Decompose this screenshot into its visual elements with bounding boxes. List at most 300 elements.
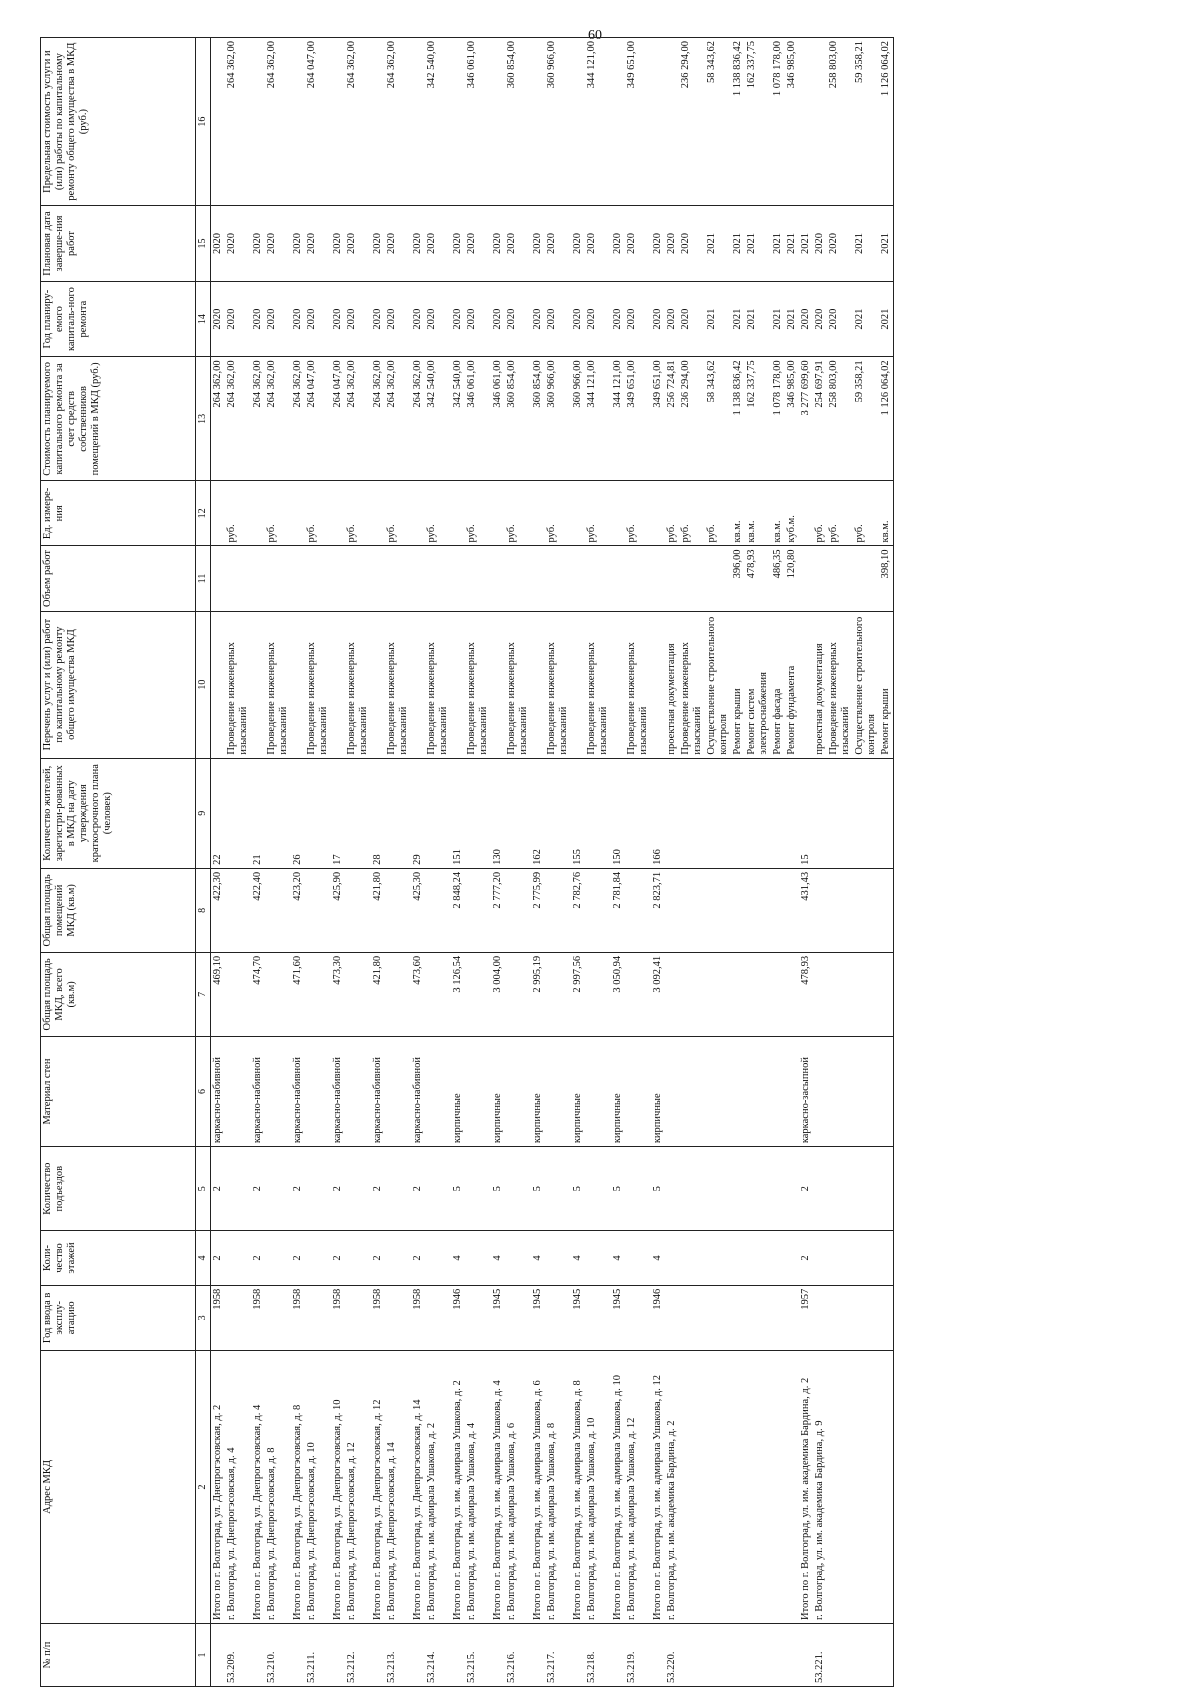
table-cell: 22 [211, 758, 226, 868]
table-cell: 2020 [251, 206, 265, 282]
table-cell [371, 1623, 385, 1686]
table-cell: 53.210. [265, 1623, 291, 1686]
table-cell [425, 546, 451, 611]
table-cell: 2 [371, 1147, 385, 1231]
table-cell [425, 1231, 451, 1286]
table-cell [451, 611, 465, 758]
table-cell: 2020 [665, 206, 679, 282]
table-cell: руб. [665, 481, 679, 546]
table-row [491, 38, 505, 1687]
table-cell: 2020 [611, 281, 625, 357]
table-cell [813, 38, 827, 206]
table-cell [505, 546, 531, 611]
table-cell: 1945 [611, 1285, 625, 1350]
table-row [745, 38, 771, 1687]
table-cell: 2020 [531, 206, 545, 282]
table-cell [425, 758, 451, 868]
table-cell: 2021 [799, 206, 813, 282]
table-cell [705, 1350, 731, 1623]
table-cell: 120,80 [785, 546, 799, 611]
table-cell [251, 38, 265, 206]
table-row [571, 38, 585, 1687]
table-cell: 469,10 [211, 952, 226, 1036]
table-cell: 2020 [465, 281, 491, 357]
table-cell [265, 1036, 291, 1146]
table-body [211, 38, 894, 1687]
table-cell: 162 [531, 758, 545, 868]
table-cell [853, 1623, 879, 1686]
table-cell: 2 [251, 1231, 265, 1286]
table-cell [505, 952, 531, 1036]
table-cell [771, 1036, 785, 1146]
table-cell [451, 546, 465, 611]
table-cell: 2020 [571, 281, 585, 357]
table-cell [879, 1036, 894, 1146]
table-cell: 2020 [225, 281, 251, 357]
table-cell: 396,00 [731, 546, 745, 611]
table-row [827, 38, 853, 1687]
column-number: 12 [196, 481, 211, 546]
table-cell [465, 1147, 491, 1231]
table-cell [827, 546, 853, 611]
table-row [585, 38, 611, 1687]
table-cell [265, 952, 291, 1036]
table-cell [305, 758, 331, 868]
column-number: 13 [196, 357, 211, 481]
table-cell: 5 [611, 1147, 625, 1231]
table-cell [465, 1231, 491, 1286]
table-cell: 59 358,21 [853, 357, 879, 481]
table-cell: руб. [625, 481, 651, 546]
repair-plan-table [40, 37, 894, 1687]
table-cell: 2 [331, 1231, 345, 1286]
table-cell: 2021 [745, 206, 771, 282]
table-cell: 1 138 836,42 [731, 357, 745, 481]
table-cell: 28 [371, 758, 385, 868]
table-row [345, 38, 371, 1687]
table-cell [305, 1231, 331, 1286]
table-cell [385, 546, 411, 611]
table-cell: кв.м. [771, 481, 785, 546]
table-cell: 2020 [813, 206, 827, 282]
table-cell: 2020 [451, 281, 465, 357]
table-row [251, 38, 265, 1687]
table-cell [731, 1623, 745, 1686]
table-cell [411, 481, 425, 546]
table-cell [879, 1285, 894, 1350]
table-row [785, 38, 799, 1687]
table-cell: руб. [545, 481, 571, 546]
table-cell: 2020 [291, 281, 305, 357]
table-cell [785, 1285, 799, 1350]
table-cell [745, 1285, 771, 1350]
table-cell: 2 [251, 1147, 265, 1231]
table-row [371, 38, 385, 1687]
table-cell: 264 047,00 [331, 357, 345, 481]
table-cell [665, 1231, 679, 1286]
table-cell [731, 1231, 745, 1286]
table-cell [705, 1036, 731, 1146]
table-cell: 2021 [879, 281, 894, 357]
table-cell: 2 848,24 [451, 868, 465, 952]
table-cell: руб. [853, 481, 879, 546]
table-cell [371, 611, 385, 758]
table-row [531, 38, 545, 1687]
table-cell [531, 38, 545, 206]
table-cell: г. Волгоград, ул. Днепрогэсовская, д. 10 [305, 1350, 331, 1623]
table-cell: 155 [571, 758, 585, 868]
table-cell: 58 343,62 [705, 357, 731, 481]
table-cell [211, 481, 226, 546]
table-cell [679, 868, 705, 952]
table-cell [745, 1036, 771, 1146]
table-cell: Проведение инженерных изысканий [305, 611, 331, 758]
table-cell [265, 1231, 291, 1286]
table-cell: 1 126 064,02 [879, 357, 894, 481]
table-cell: каркасно-засыпной [799, 1036, 813, 1146]
table-cell: Проведение инженерных изысканий [265, 611, 291, 758]
table-cell [571, 481, 585, 546]
table-cell [345, 1231, 371, 1286]
table-cell: руб. [345, 481, 371, 546]
table-cell [705, 952, 731, 1036]
table-cell: 2020 [799, 281, 813, 357]
table-cell: г. Волгоград, ул. Днепрогэсовская, д. 14 [385, 1350, 411, 1623]
table-cell: 53.219. [625, 1623, 651, 1686]
table-cell [799, 481, 813, 546]
column-number: 4 [196, 1231, 211, 1286]
table-cell [545, 758, 571, 868]
table-cell: 2020 [625, 206, 651, 282]
table-cell: 264 362,00 [265, 38, 291, 206]
table-cell: 2020 [665, 281, 679, 357]
table-cell: 2020 [211, 281, 226, 357]
column-number: 11 [196, 546, 211, 611]
table-cell: 349 651,00 [625, 357, 651, 481]
table-cell [679, 1285, 705, 1350]
table-row [505, 38, 531, 1687]
table-row [665, 38, 679, 1687]
table-cell [251, 481, 265, 546]
table-cell [799, 38, 813, 206]
column-header: Коли-чество этажей [41, 1231, 196, 1286]
table-cell: 53.215. [465, 1623, 491, 1686]
table-cell [745, 1147, 771, 1231]
table-cell: Итого по г. Волгоград, ул. Днепрогэсовская, д. 4 [251, 1350, 265, 1623]
table-cell: 2020 [505, 281, 531, 357]
table-cell: 360 854,00 [505, 38, 531, 206]
table-cell [545, 1036, 571, 1146]
table-cell: 2 997,56 [571, 952, 585, 1036]
page-number: 60 [588, 28, 602, 43]
table-cell: руб. [813, 481, 827, 546]
table-cell [291, 1623, 305, 1686]
table-cell: кирпичные [571, 1036, 585, 1146]
table-cell [651, 1623, 665, 1686]
table-cell: 264 362,00 [385, 38, 411, 206]
table-cell: 264 362,00 [345, 38, 371, 206]
table-cell [731, 758, 745, 868]
table-cell [425, 952, 451, 1036]
table-cell: 2020 [371, 206, 385, 282]
table-cell: 236 294,00 [679, 38, 705, 206]
table-cell [385, 1285, 411, 1350]
table-cell: 53.212. [345, 1623, 371, 1686]
table-cell: 3 092,41 [651, 952, 665, 1036]
table-cell [545, 952, 571, 1036]
table-cell: 2021 [731, 281, 745, 357]
column-header: № п/п [41, 1623, 196, 1686]
table-cell [879, 758, 894, 868]
table-cell: 53.214. [425, 1623, 451, 1686]
table-cell: 360 966,00 [545, 357, 571, 481]
table-cell: 4 [611, 1231, 625, 1286]
table-cell [799, 611, 813, 758]
table-cell: 2020 [425, 206, 451, 282]
table-cell [225, 1285, 251, 1350]
table-cell [651, 38, 665, 206]
table-cell: 2 [411, 1147, 425, 1231]
table-cell: 166 [651, 758, 665, 868]
table-cell: кирпичные [531, 1036, 545, 1146]
table-cell [491, 546, 505, 611]
table-cell [611, 1623, 625, 1686]
table-cell: кирпичные [651, 1036, 665, 1146]
table-cell: Проведение инженерных изысканий [465, 611, 491, 758]
table-cell [225, 952, 251, 1036]
table-cell: 2020 [425, 281, 451, 357]
column-header: Материал стен [41, 1036, 196, 1146]
table-cell [745, 1350, 771, 1623]
table-cell: 162 337,75 [745, 38, 771, 206]
table-cell [491, 1623, 505, 1686]
table-cell: 344 121,00 [585, 38, 611, 206]
table-cell: 2021 [879, 206, 894, 282]
table-cell [425, 868, 451, 952]
table-cell [585, 1036, 611, 1146]
table-cell [371, 546, 385, 611]
table-cell [545, 868, 571, 952]
table-cell: каркасно-набивной [411, 1036, 425, 1146]
table-cell [411, 546, 425, 611]
table-cell: Осуществление строительного контроля [853, 611, 879, 758]
table-cell: 2 781,84 [611, 868, 625, 952]
table-cell: 258 803,00 [827, 357, 853, 481]
table-cell [385, 758, 411, 868]
table-cell: 360 854,00 [505, 357, 531, 481]
table-cell [827, 1623, 853, 1686]
table-cell: 1945 [491, 1285, 505, 1350]
table-row [225, 38, 251, 1687]
table-cell: 59 358,21 [853, 38, 879, 206]
table-cell: 346 985,00 [785, 357, 799, 481]
table-cell: 349 651,00 [651, 357, 665, 481]
table-cell [465, 1036, 491, 1146]
table-cell: 53.217. [545, 1623, 571, 1686]
column-number-row [196, 38, 211, 1687]
column-header: Год планиру-емого капиталь-ного ремонта [41, 281, 196, 357]
table-cell [651, 481, 665, 546]
table-cell: 2 [799, 1147, 813, 1231]
table-cell: 1958 [291, 1285, 305, 1350]
table-cell: Итого по г. Волгоград, ул. Днепрогэсовская, д. 12 [371, 1350, 385, 1623]
table-cell [853, 868, 879, 952]
table-cell [505, 1147, 531, 1231]
table-cell [345, 868, 371, 952]
table-row [385, 38, 411, 1687]
table-cell [251, 1623, 265, 1686]
table-cell: 471,60 [291, 952, 305, 1036]
table-cell [785, 1147, 799, 1231]
table-cell: Проведение инженерных изысканий [545, 611, 571, 758]
table-cell: 150 [611, 758, 625, 868]
table-cell [211, 38, 226, 206]
table-cell: 2020 [345, 206, 371, 282]
table-cell [265, 1147, 291, 1231]
table-cell [491, 481, 505, 546]
table-cell [331, 481, 345, 546]
table-cell [211, 546, 226, 611]
table-cell: 2020 [491, 206, 505, 282]
table-cell: кирпичные [491, 1036, 505, 1146]
header-row [41, 38, 196, 1687]
table-cell [679, 546, 705, 611]
table-cell: 4 [531, 1231, 545, 1286]
table-cell: 421,80 [371, 952, 385, 1036]
table-cell: каркасно-набивной [291, 1036, 305, 1146]
table-cell: 162 337,75 [745, 357, 771, 481]
table-cell [651, 611, 665, 758]
table-cell [771, 1350, 785, 1623]
table-cell [585, 1147, 611, 1231]
table-cell [545, 1285, 571, 1350]
table-cell [827, 1036, 853, 1146]
table-cell [611, 611, 625, 758]
table-cell [265, 1285, 291, 1350]
table-cell: 2 [371, 1231, 385, 1286]
table-cell: 2020 [265, 206, 291, 282]
table-cell [705, 1285, 731, 1350]
table-cell: 236 294,00 [679, 357, 705, 481]
table-cell: 2020 [305, 206, 331, 282]
table-cell: кирпичные [611, 1036, 625, 1146]
table-cell [585, 1285, 611, 1350]
table-cell: 53.209. [225, 1623, 251, 1686]
table-cell: 422,30 [211, 868, 226, 952]
table-cell [545, 1147, 571, 1231]
table-cell: Итого по г. Волгоград, ул. им. адмирала Ушакова, д. 8 [571, 1350, 585, 1623]
table-row [545, 38, 571, 1687]
table-cell: 346 061,00 [465, 357, 491, 481]
table-cell: Проведение инженерных изысканий [585, 611, 611, 758]
table-cell [411, 611, 425, 758]
table-row [305, 38, 331, 1687]
table-cell [625, 1231, 651, 1286]
table-cell: 2 [331, 1147, 345, 1231]
table-cell: каркасно-набивной [371, 1036, 385, 1146]
table-cell: 2020 [371, 281, 385, 357]
table-cell: 2020 [331, 281, 345, 357]
table-cell: 425,30 [411, 868, 425, 952]
table-cell: 2020 [531, 281, 545, 357]
table-cell [813, 1147, 827, 1231]
table-cell [665, 38, 679, 206]
table-cell: 2021 [771, 206, 785, 282]
table-cell [745, 868, 771, 952]
table-cell [731, 952, 745, 1036]
table-cell: 3 126,54 [451, 952, 465, 1036]
column-number: 8 [196, 868, 211, 952]
table-cell: 58 343,62 [705, 38, 731, 206]
table-cell [679, 758, 705, 868]
table-cell: 5 [531, 1147, 545, 1231]
table-cell: 264 362,00 [411, 357, 425, 481]
table-cell: 2020 [827, 206, 853, 282]
table-cell [785, 1231, 799, 1286]
table-cell [385, 1036, 411, 1146]
table-cell: 2021 [853, 281, 879, 357]
table-cell [225, 868, 251, 952]
table-cell [385, 1147, 411, 1231]
table-cell: 2020 [331, 206, 345, 282]
table-row [731, 38, 745, 1687]
table-cell: 151 [451, 758, 465, 868]
table-cell [827, 1350, 853, 1623]
column-number: 14 [196, 281, 211, 357]
table-cell: 2 [291, 1231, 305, 1286]
table-cell: 2021 [705, 281, 731, 357]
table-cell [665, 952, 679, 1036]
column-header: Количество жителей, зарегистри-рованных в МКД на дату утверждения краткосрочного плана (человек) [41, 758, 196, 868]
table-cell [625, 1285, 651, 1350]
table-cell [611, 546, 625, 611]
table-cell [853, 546, 879, 611]
table-cell: 425,90 [331, 868, 345, 952]
table-cell: каркасно-набивной [211, 1036, 226, 1146]
table-cell: Итого по г. Волгоград, ул. им. адмирала Ушакова, д. 12 [651, 1350, 665, 1623]
table-cell [853, 952, 879, 1036]
rotated-table-container [40, 37, 1200, 1687]
table-cell [879, 1623, 894, 1686]
table-row [799, 38, 813, 1687]
table-cell: 473,30 [331, 952, 345, 1036]
table-cell [505, 1285, 531, 1350]
table-cell [785, 952, 799, 1036]
table-cell [305, 868, 331, 952]
table-cell [679, 1623, 705, 1686]
table-cell: 2020 [813, 281, 827, 357]
table-cell [745, 1231, 771, 1286]
table-cell: 2021 [785, 206, 799, 282]
table-cell [345, 758, 371, 868]
table-cell [491, 38, 505, 206]
table-cell: 344 121,00 [585, 357, 611, 481]
table-cell [731, 868, 745, 952]
table-row [679, 38, 705, 1687]
table-cell [771, 1231, 785, 1286]
table-cell: 2020 [585, 281, 611, 357]
table-cell [225, 1036, 251, 1146]
table-cell [225, 546, 251, 611]
table-cell: Проведение инженерных изысканий [225, 611, 251, 758]
table-cell: 346 061,00 [465, 38, 491, 206]
table-cell: 423,20 [291, 868, 305, 952]
table-cell: проектная документация [665, 611, 679, 758]
table-cell: г. Волгоград, ул. им. адмирала Ушакова, д. 6 [505, 1350, 531, 1623]
table-cell [665, 546, 679, 611]
table-cell: 1946 [451, 1285, 465, 1350]
table-cell [813, 868, 827, 952]
